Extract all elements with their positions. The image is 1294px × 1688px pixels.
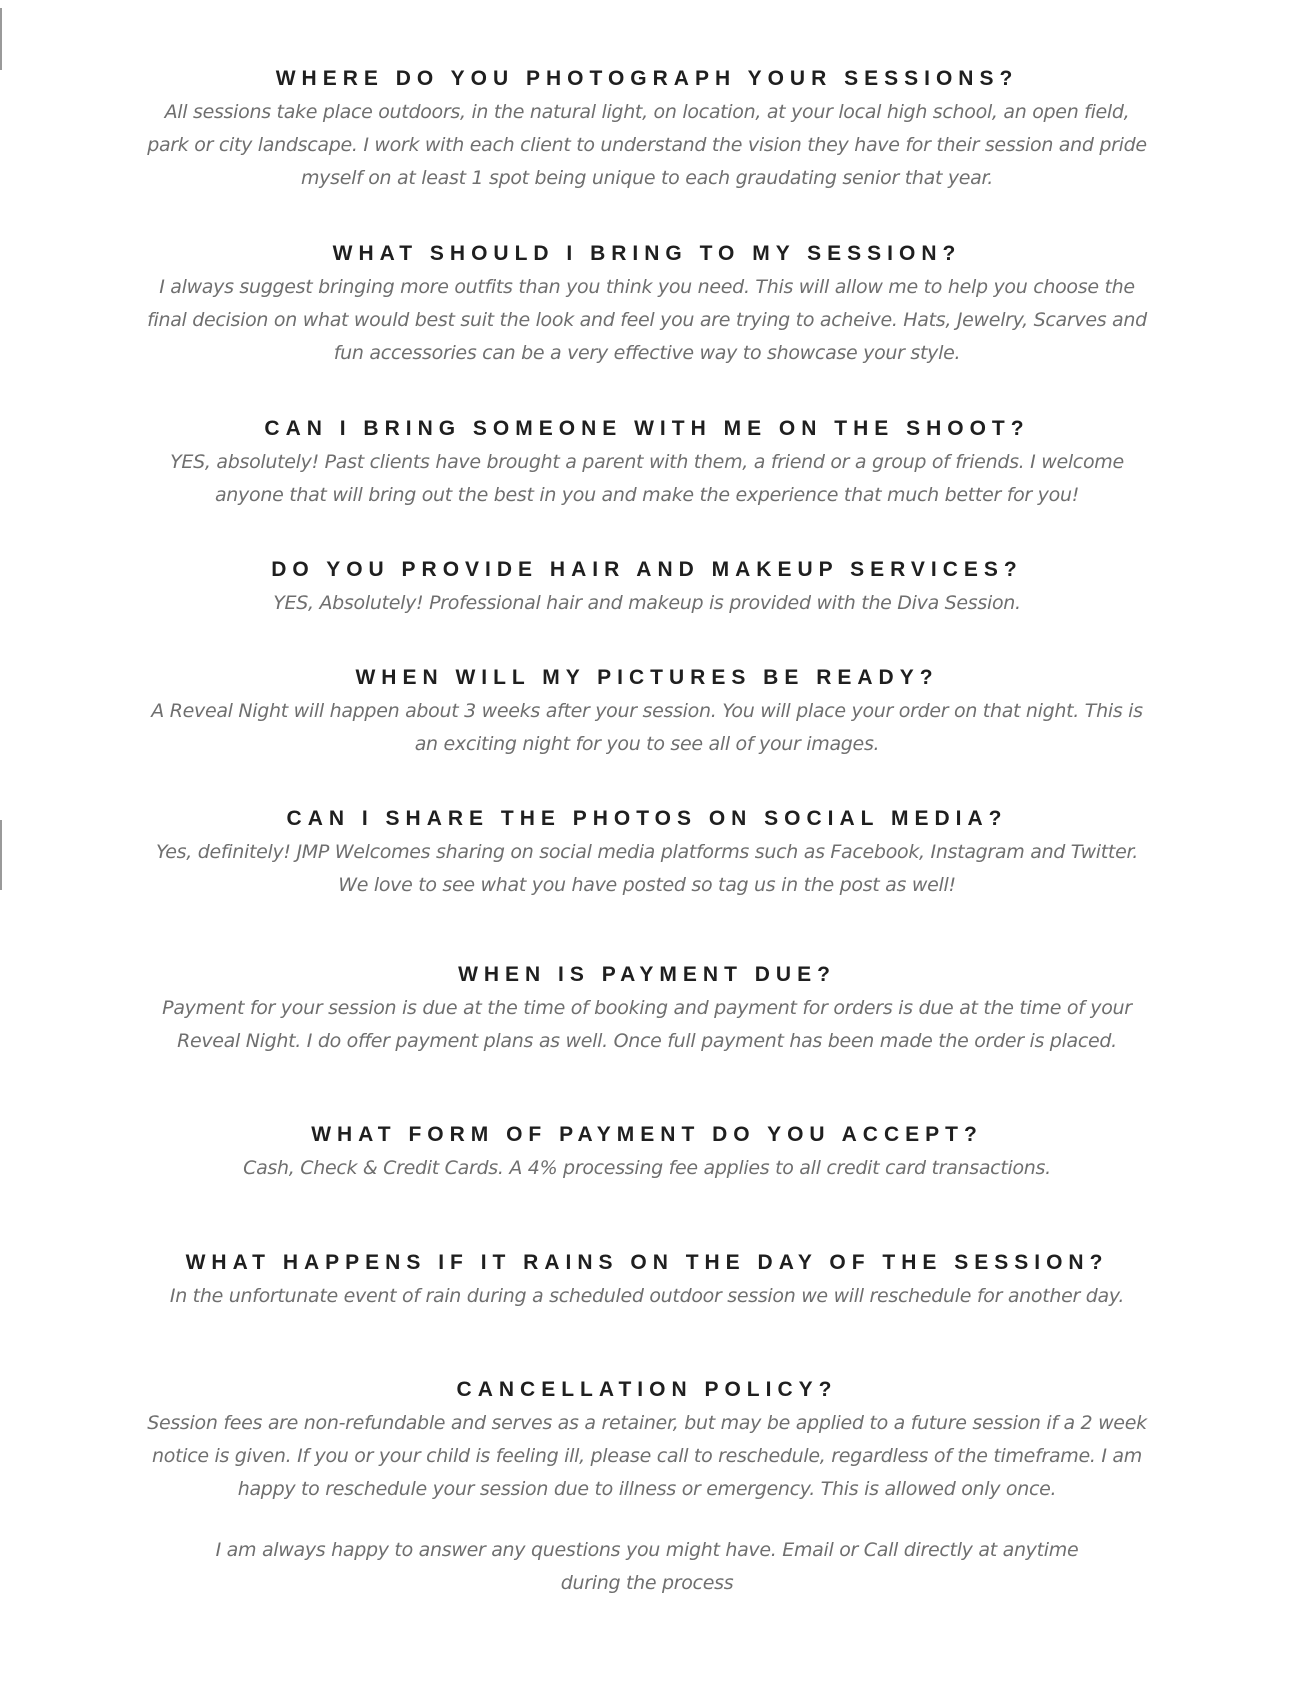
faq-item-payment-form — [0, 1118, 1294, 1185]
faq-question: WHEN IS PAYMENT DUE? — [458, 963, 836, 986]
faq-item-rain — [0, 1246, 1294, 1313]
faq-item-what-to-bring — [0, 237, 1294, 370]
faq-answer: In the unfortunate event of rain during a scheduled outdoor session we will reschedule for another day. — [169, 1285, 1125, 1307]
faq-item-cancellation — [0, 1373, 1294, 1506]
faq-answer: Payment for your session is due at the time of booking and payment for orders is due at the time of your Reveal Night. I do offer payment plans as well. Once full payment has been made the order is placed. — [162, 997, 1132, 1052]
faq-question: WHERE DO YOU PHOTOGRAPH YOUR SESSIONS? — [275, 67, 1019, 90]
closing-text: I am always happy to answer any questions you might have. Email or Call directly at anytime during the process — [215, 1539, 1079, 1594]
faq-answer: I always suggest bringing more outfits than you think you need. This will allow me to help you choose the final decision on what would best suit the look and feel you are trying to acheive. Hats, Jewelry, Scarves and fun accessories can be a very effective way to showcase your style. — [147, 276, 1147, 364]
faq-question: CAN I BRING SOMEONE WITH ME ON THE SHOOT? — [264, 417, 1030, 440]
closing-note — [0, 1534, 1294, 1600]
faq-item-where — [0, 62, 1294, 195]
faq-answer: A Reveal Night will happen about 3 weeks after your session. You will place your order on that night. This is an exciting night for you to see all of your images. — [151, 700, 1143, 755]
faq-item-payment-due — [0, 958, 1294, 1058]
faq-item-social-media — [0, 802, 1294, 902]
faq-answer: YES, Absolutely! Professional hair and makeup is provided with the Diva Session. — [273, 592, 1021, 614]
faq-question: WHEN WILL MY PICTURES BE READY? — [355, 666, 939, 689]
faq-question: CANCELLATION POLICY? — [456, 1378, 838, 1401]
faq-item-hair-makeup — [0, 553, 1294, 620]
faq-answer: All sessions take place outdoors, in the natural light, on location, at your local high school, an open field, park or city landscape. I work with each client to understand the vision they have for their session and pride myself on at least 1 spot being unique to each graudating senior that year. — [147, 101, 1147, 189]
faq-answer: Cash, Check & Credit Cards. A 4% processing fee applies to all credit card transactions. — [243, 1157, 1051, 1179]
faq-question: WHAT SHOULD I BRING TO MY SESSION? — [332, 242, 962, 265]
faq-question: WHAT FORM OF PAYMENT DO YOU ACCEPT? — [311, 1123, 983, 1146]
faq-question: WHAT HAPPENS IF IT RAINS ON THE DAY OF THE SESSION? — [185, 1251, 1109, 1274]
faq-answer: Session fees are non-refundable and serves as a retainer, but may be applied to a future session if a 2 week notice is given. If you or your child is feeling ill, please call to reschedule, regardless of the timeframe. I am happy to reschedule your session due to illness or emergency. This is allowed only once. — [147, 1412, 1147, 1500]
faq-item-bring-someone — [0, 412, 1294, 512]
faq-question: CAN I SHARE THE PHOTOS ON SOCIAL MEDIA? — [286, 807, 1008, 830]
faq-question: DO YOU PROVIDE HAIR AND MAKEUP SERVICES? — [271, 558, 1023, 581]
faq-answer: YES, absolutely! Past clients have brought a parent with them, a friend or a group of friends. I welcome anyone that will bring out the best in you and make the experience that much better for you! — [170, 451, 1124, 506]
faq-answer: Yes, definitely! JMP Welcomes sharing on social media platforms such as Facebook, Instagram and Twitter. We love to see what you have posted so tag us in the post as well! — [156, 841, 1138, 896]
faq-item-pictures-ready — [0, 661, 1294, 761]
page-edge-mark — [0, 8, 2, 70]
